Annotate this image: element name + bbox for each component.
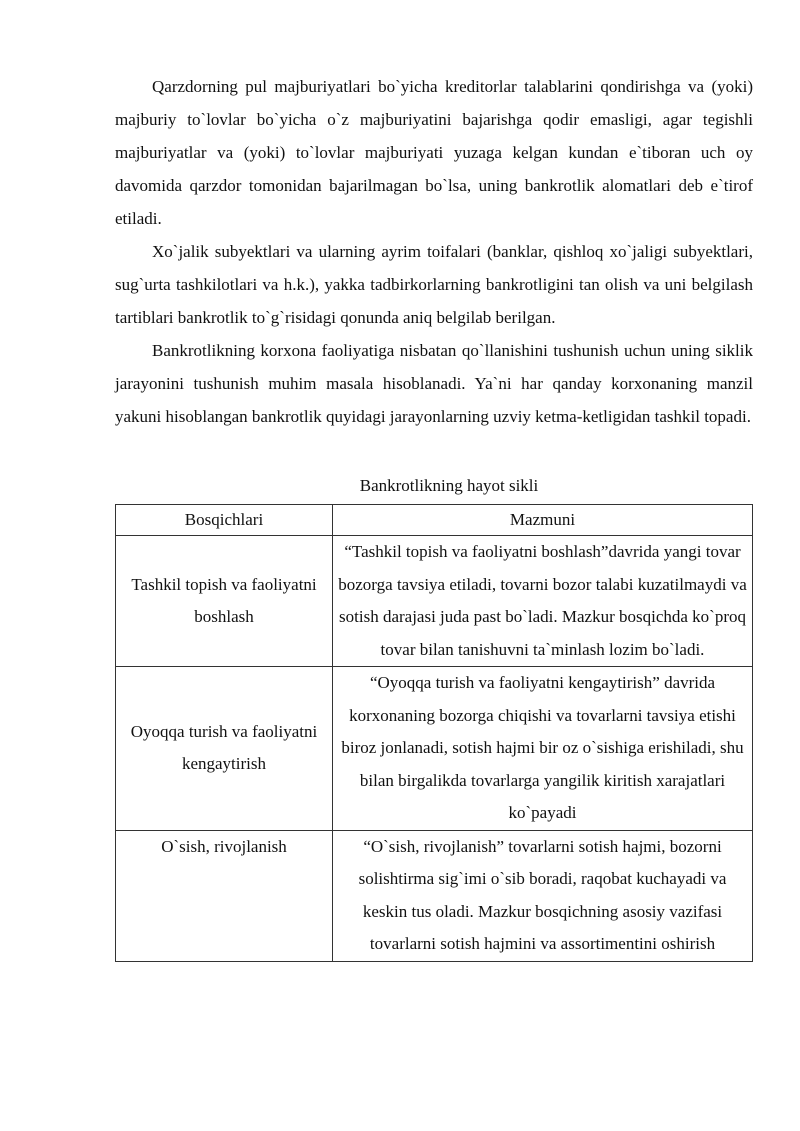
table-row (116, 830, 753, 961)
table-row (116, 667, 753, 831)
stage-cell: Oyoqqa turish va faoliyatni kengaytirish (116, 667, 333, 831)
paragraph-1: Qarzdorning pul majburiyatlari bo`yicha kreditorlar talablarini qondirishga va (yoki) majburiy to`lovlar bo`yicha o`z majburiyatini bajarishga qodir emasligi, agar tegishli majburiyatlar va (yoki) to`lovlar majburiyati yuzaga kelgan kundan e`tiboran uch oy davomida qarzdor tomonidan bajarilmagan bo`lsa, uning bankrotlik alomatlari deb e`tirof etiladi. (115, 77, 753, 228)
table-caption: Bankrotlikning hayot sikli (359, 476, 539, 495)
table-row (116, 536, 753, 667)
content-cell: “Oyoqqa turish va faoliyatni kengaytirish” davrida korxonaning bozorga chiqishi va tovarlarni tavsiya etishi biroz jonlanadi, sotish hajmi bir oz o`sishiga erishiladi, shu bilan birgalikda tovarlarga yangilik kiritish xarajatlari ko`payadi (333, 667, 753, 831)
content-cell: “O`sish, rivojlanish” tovarlarni sotish hajmi, bozorni solishtirma sig`imi o`sib boradi, raqobat kuchayadi va keskin tus oladi. Mazkur bosqichning asosiy vazifasi tovarlarni sotish hajmini va assortimentini oshirish (333, 830, 753, 961)
stage-cell: O`sish, rivojlanish (116, 830, 333, 961)
header-content: Mazmuni (333, 505, 753, 536)
stage-cell: Tashkil topish va faoliyatni boshlash (116, 536, 333, 667)
header-stages: Bosqichlari (116, 505, 333, 536)
paragraph-3: Bankrotlikning korxona faoliyatiga nisbatan qo`llanishini tushunish uchun uning siklik jarayonini tushunish muhim masala hisoblanadi. Ya`ni har qanday korxonaning manzil yakuni hisoblangan bankrotlik quyidagi jarayonlarning uzviy ketma-ketligidan tashkil topadi. (115, 341, 753, 426)
document-page (115, 70, 753, 962)
paragraph-2: Xo`jalik subyektlari va ularning ayrim toifalari (banklar, qishloq xo`jaligi subyektlari, sug`urta tashkilotlari va h.k.), yakka tadbirkorlarning bankrotligini tan olish va uni belgilash tartiblari bankrotlik to`g`risidagi qonunda aniq belgilab berilgan. (115, 242, 753, 327)
content-cell: “Tashkil topish va faoliyatni boshlash”davrida yangi tovar bozorga tavsiya etiladi, tovarni bozor talabi kuzatilmaydi va sotish darajasi juda past bo`ladi. Mazkur bosqichda ko`proq tovar bilan tanishuvni ta`minlash lozim bo`ladi. (333, 536, 753, 667)
table-header-row (116, 505, 753, 536)
life-cycle-table (115, 504, 753, 962)
